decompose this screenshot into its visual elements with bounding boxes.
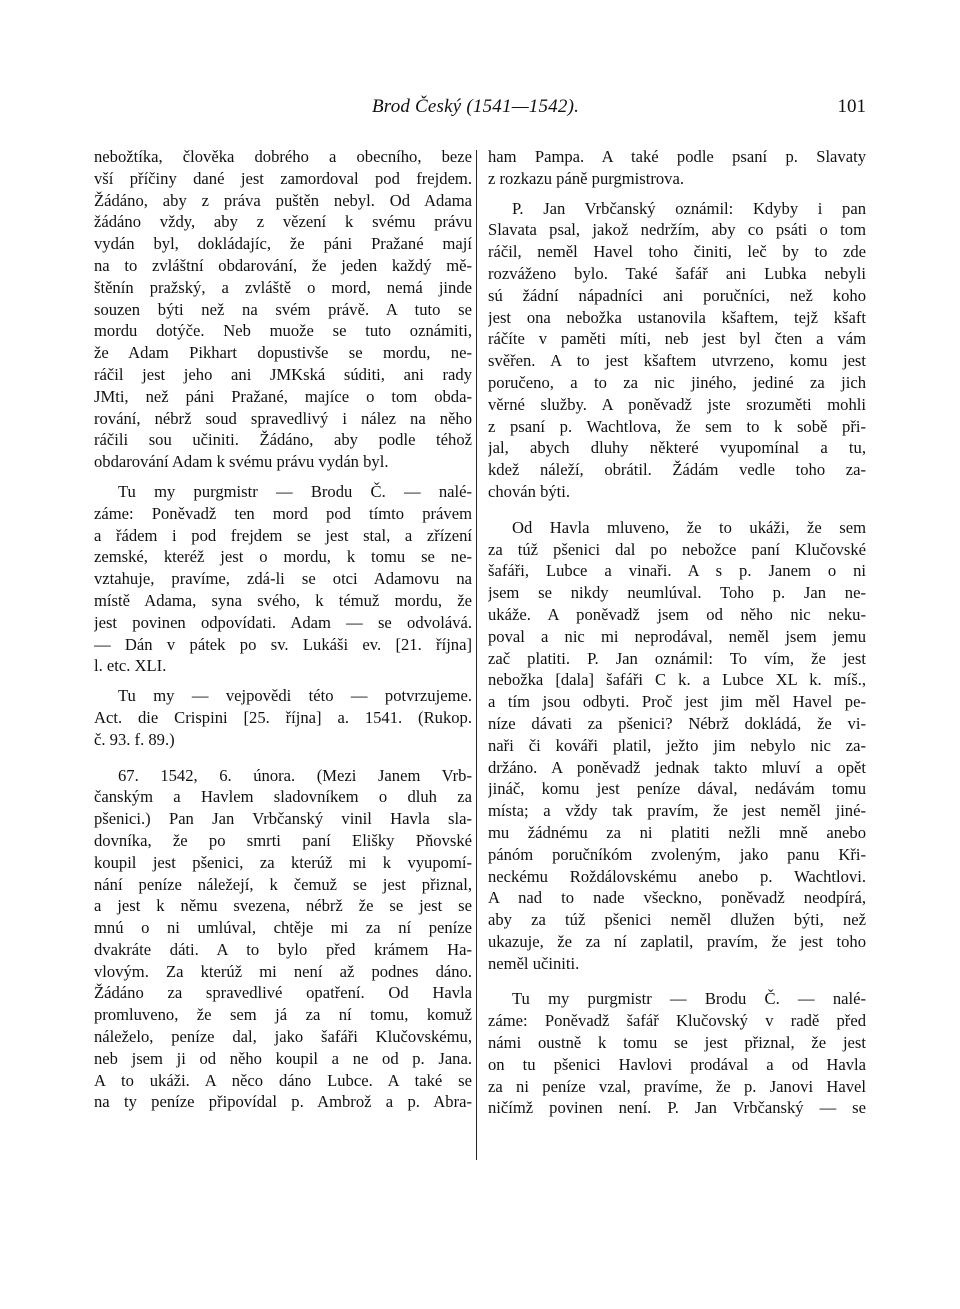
paragraph — [488, 988, 866, 1119]
text-line: mnú o ni umlúval, chtěje mi za ní peníze — [94, 918, 472, 938]
text-line: Tu my purgmistr — Brodu Č. — nalé- — [512, 989, 866, 1009]
text-line: neměl učiniti. — [488, 953, 580, 973]
text-line: ničímž povinen není. P. Jan Vrbčanský — se — [488, 1098, 866, 1118]
text-line: poručeno, a to za nic jiného, jediné za jich — [488, 372, 866, 392]
text-line: námi oustně k tomu se jest přiznal, že jest — [488, 1033, 866, 1053]
text-line: vší příčiny dané jest zamordoval pod frejdem. — [94, 168, 472, 188]
text-line: on tu pšenici Havlovi prodával a od Havla — [488, 1054, 866, 1074]
text-line: ráčil, neměl Havel toho činiti, leč by to zde — [488, 242, 866, 262]
text-line: jest ona nebožka ustanovila kšaftem, tejž kšaft — [488, 307, 866, 327]
text-line: zač platiti. P. Jan oznámil: To vím, že jest — [488, 648, 866, 668]
text-line: na to zvláštní obdarování, že jeden každý mě- — [94, 255, 472, 275]
text-line: ráčíte v paměti míti, neb jest byl čten a vám — [488, 329, 866, 349]
running-title: Brod Český (1541—1542). — [372, 96, 580, 117]
text-line: Slavata psal, jakož nedržím, aby co psáti o tom — [488, 220, 866, 240]
text-line: Žádáno za spravedlivé opatření. Od Havla — [94, 983, 472, 1003]
paragraph — [488, 146, 866, 190]
paragraph — [94, 685, 472, 750]
text-line: a tím jsou odbyti. Proč jest jim měl Havel pe- — [488, 692, 866, 712]
text-line: koupil jest pšenici, za kterúž mi k vyupomí- — [94, 852, 472, 872]
text-line: ukazuje, že za ní zaplatil, pravím, že jest toho — [488, 931, 866, 951]
text-line: místa; a vždy tak pravím, že jest neměl jiné- — [488, 801, 866, 821]
text-line: záme: Poněvadž šafář Klučovský v radě před — [488, 1011, 866, 1031]
text-line: naři či kováři platil, ježto jim nebylo nic za- — [488, 735, 866, 755]
text-line: ukáže. A poněvadž jsem od něho nic neku- — [488, 604, 866, 624]
text-line: ráčili sou učiniti. Žádáno, aby podle téhož — [94, 430, 472, 450]
text-line: na ty peníze připovídal p. Ambrož a p. Abra- — [94, 1092, 472, 1112]
left-column — [94, 146, 472, 1176]
text-line: čanským a Havlem sladovníkem o dluh za — [94, 787, 472, 807]
paragraph — [94, 481, 472, 677]
text-line: Tu my purgmistr — Brodu Č. — nalé- — [118, 481, 472, 501]
text-line: jináč, komu jest peníze dával, nedávám tomu — [488, 779, 866, 799]
text-line: mu žádnému za ni platiti nežli mně anebo — [488, 822, 866, 842]
text-line: pánóm poručníkóm zvoleným, jako panu Kři- — [488, 844, 866, 864]
document-entry-67 — [94, 765, 472, 1114]
text-line: Od Havla mluveno, že to ukáži, že sem — [512, 517, 866, 537]
text-line: jsem se nikdy neumlúval. Toho p. Jan ne- — [488, 583, 866, 603]
text-line: místě Adama, syna svého, k témuž mordu, že — [94, 590, 472, 610]
paragraph — [94, 146, 472, 473]
text-line: poval a nic mi neprodával, neměl jsem jemu — [488, 626, 866, 646]
text-line: č. 93. f. 89.) — [94, 729, 175, 749]
text-line: vztahuje, pravíme, zdá-li se otci Adamovu na — [94, 569, 472, 589]
text-line: žádáno vždy, aby z vězení k svému právu — [94, 212, 472, 232]
text-line: mordu dotýče. Neb muože se tuto oznámiti, — [94, 321, 472, 341]
text-line: 67. 1542, 6. února. (Mezi Janem Vrb- — [118, 765, 472, 785]
text-line: l. etc. XLI. — [94, 656, 167, 676]
text-line: sú žádní nápadníci ani poručníci, než koho — [488, 285, 866, 305]
text-line: štěnín pražský, a zvláště o mord, nemá jinde — [94, 277, 472, 297]
text-line: P. Jan Vrbčanský oznámil: Kdyby i pan — [512, 198, 866, 218]
text-line: Tu my — vejpovědi této — potvrzujeme. — [118, 686, 472, 706]
text-line: Act. die Crispini [25. října] a. 1541. (Rukop. — [94, 707, 472, 727]
paragraph — [488, 198, 866, 503]
text-line: za túž pšenici dal po nebožce paní Klučovské — [488, 539, 866, 559]
text-line: níze dávati za pšenici? Nébrž dokládá, že vi- — [488, 713, 866, 733]
text-line: a řádem i pod frejdem se jest stal, a zřízení — [94, 525, 472, 545]
text-line: za ni peníze vzal, pravíme, že p. Janovi Havel — [488, 1076, 866, 1096]
column-divider — [476, 150, 477, 1160]
text-line: z rozkazu páně purgmistrova. — [488, 168, 684, 188]
text-line: obdarování Adam k svému právu vydán byl. — [94, 452, 389, 472]
text-line: držáno. A poněvadž jednak takto mluví a opět — [488, 757, 866, 777]
text-line: jest povinen odpovídati. Adam — se odvolává. — [94, 612, 472, 632]
text-line: vydán byl, dokládajíc, že páni Pražané mají — [94, 234, 472, 254]
text-line: — Dán v pátek po sv. Lukáši ev. [21. října] — [94, 634, 472, 654]
text-line: ham Pampa. A také podle psaní p. Slavaty — [488, 147, 866, 166]
text-line: vlovým. Za kterúž mi není až podnes dáno. — [94, 961, 472, 981]
text-line: záme: Poněvadž ten mord pod tímto právem — [94, 503, 472, 523]
text-line: rování, nébrž soud spravedlivý i nález na něho — [94, 408, 472, 428]
text-line: věrné služby. A poněvadž jste srozuměti mohli — [488, 394, 866, 414]
right-column — [488, 146, 866, 1176]
text-line: a jest k němu svezena, nébrž že se jest se — [94, 896, 472, 916]
text-line: chován býti. — [488, 481, 571, 501]
text-line: neckému Roždálovskému anebo p. Wachtlovi. — [488, 866, 866, 886]
text-line: dvakráte dáti. A to bylo před krámem Ha- — [94, 939, 472, 959]
text-line: Žádáno, aby z práva puštěn nebyl. Od Adama — [94, 190, 472, 210]
text-line: že Adam Pikhart dopustivše se mordu, ne- — [94, 343, 472, 363]
text-line: A to ukáži. A něco dáno Lubce. A také se — [94, 1070, 472, 1090]
text-line: jal, abych dluhy některé vyupomínal a tu, — [488, 438, 866, 458]
text-line: nebožtíka, člověka dobrého a obecního, beze — [94, 147, 472, 166]
text-line: z psaní p. Wachtlova, že sem to k sobě při- — [488, 416, 866, 436]
text-line: aby za túž pšenici neměl dlužen býti, než — [488, 910, 866, 930]
text-line: pšenici.) Pan Jan Vrbčanský vinil Havla sla- — [94, 809, 472, 829]
text-line: rozváženo bylo. Také šafář ani Lubka nebyli — [488, 263, 866, 283]
text-line: souzen býti než na svém právě. A tuto se — [94, 299, 472, 319]
text-line: nebožka [dala] šafáři C k. a Lubce XL k. míš., — [488, 670, 866, 690]
running-head — [0, 96, 960, 126]
text-line: dovníka, že po smrti paní Elišky Pňovské — [94, 830, 472, 850]
text-line: náleželo, peníze dal, jako šafáři Klučovskému, — [94, 1027, 472, 1047]
page-number: 101 — [837, 96, 866, 117]
text-line: promluveno, že sem já za ní tomu, komuž — [94, 1005, 472, 1025]
paragraph — [488, 517, 866, 975]
text-line: zemské, kteréž jest o mordu, k tomu se ne- — [94, 547, 472, 567]
text-line: neb jsem ji od něho koupil a ne od p. Jana. — [94, 1048, 472, 1068]
text-line: nání peníze náležejí, k čemuž se jest přiznal, — [94, 874, 472, 894]
text-line: ráčil jest jeho ani JMKská súditi, ani rady — [94, 364, 472, 384]
text-line: kdež náleží, obrátil. Žádám vedle toho za- — [488, 460, 866, 480]
text-line: A nad to nade všeckno, poněvadž neodpírá, — [488, 888, 866, 908]
text-line: svěřen. A to jest kšaftem utvrzeno, komu jest — [488, 351, 866, 371]
text-line: JMti, než páni Pražané, majíce o tom obda- — [94, 386, 472, 406]
text-line: šafáři, Lubce a vinaři. A s p. Janem o ni — [488, 561, 866, 581]
